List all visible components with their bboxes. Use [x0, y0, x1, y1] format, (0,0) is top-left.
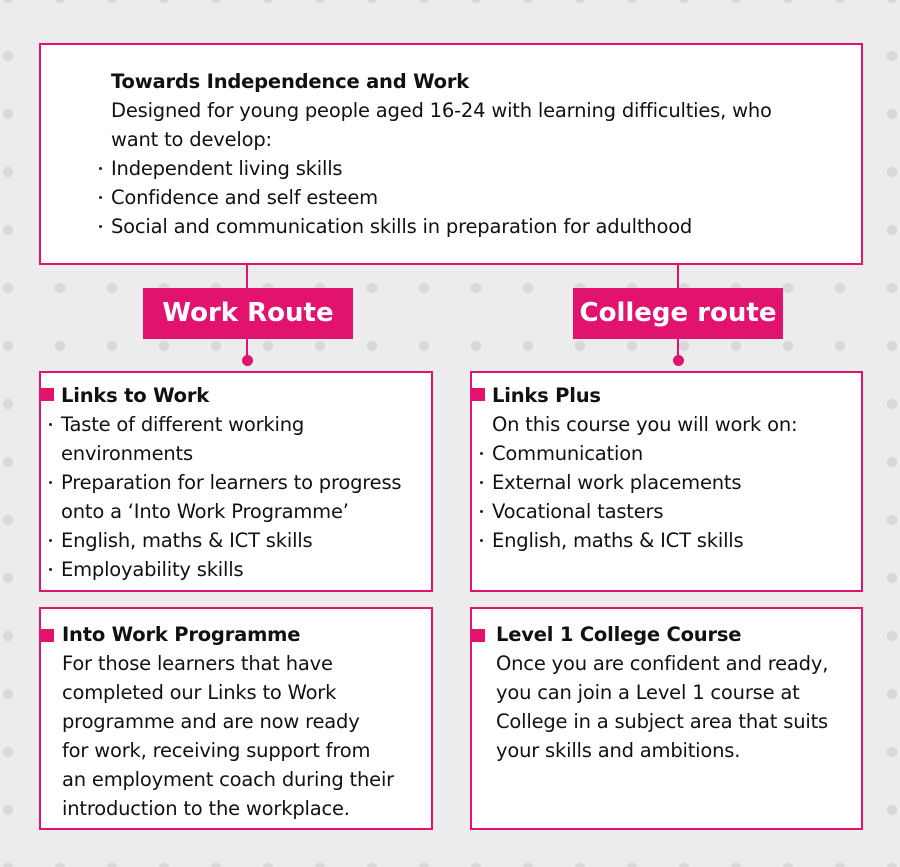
- intro-description-line: want to develop:: [111, 128, 272, 151]
- into-work-programme-text: introduction to the workplace.: [62, 797, 350, 820]
- links-to-work-bullet: Preparation for learners to progress: [61, 468, 401, 497]
- level-1-college-course-text: Once you are confident and ready,: [496, 652, 829, 675]
- bullet-dot-icon: [99, 225, 102, 228]
- bullet-dot-icon: [480, 481, 483, 484]
- intro-description-line: Designed for young people aged 16-24 with learning difficulties, who: [111, 99, 772, 122]
- intro-bullet: Confidence and self esteem: [111, 183, 772, 212]
- into-work-programme-text: programme and are now ready: [62, 710, 360, 733]
- level-1-college-course-text: College in a subject area that suits: [496, 710, 828, 733]
- level-1-college-course-text: your skills and ambitions.: [496, 739, 741, 762]
- links-plus-title: Links Plus: [492, 384, 601, 407]
- links-to-work-bullet-continuation: environments: [61, 442, 193, 465]
- links-plus-bullet: English, maths & ICT skills: [492, 526, 797, 555]
- college-route-badge: College route: [573, 288, 783, 339]
- intro-bullet: Independent living skills: [111, 154, 772, 183]
- links-plus-bullet: Communication: [492, 439, 797, 468]
- into-work-programme-text: for work, receiving support from: [62, 739, 371, 762]
- links-to-work-bullet-continuation: onto a ‘Into Work Programme’: [61, 500, 349, 523]
- bullet-dot-icon: [480, 452, 483, 455]
- level-1-college-course-box: [470, 607, 863, 830]
- connector-knob-icon: [242, 355, 253, 366]
- bullet-dot-icon: [49, 423, 52, 426]
- links-to-work-bullet: Employability skills: [61, 555, 401, 584]
- into-work-programme-box: [39, 607, 433, 830]
- bullet-dot-icon: [99, 196, 102, 199]
- links-to-work-bullet: English, maths & ICT skills: [61, 526, 401, 555]
- bullet-dot-icon: [480, 510, 483, 513]
- section-marker-icon: [472, 629, 485, 642]
- bullet-dot-icon: [99, 167, 102, 170]
- level-1-college-course-text: you can join a Level 1 course at: [496, 681, 800, 704]
- connector-line-work-top: [246, 264, 248, 289]
- section-marker-icon: [472, 388, 485, 401]
- into-work-programme-text: an employment coach during their: [62, 768, 394, 791]
- intro-bullet: Social and communication skills in preparation for adulthood: [111, 212, 772, 241]
- connector-line-college-top: [677, 264, 679, 289]
- bullet-dot-icon: [49, 481, 52, 484]
- links-plus-bullet: Vocational tasters: [492, 497, 797, 526]
- into-work-programme-title: Into Work Programme: [62, 623, 301, 646]
- links-plus-intro: On this course you will work on:: [492, 413, 798, 436]
- links-plus-bullet: External work placements: [492, 468, 797, 497]
- bullet-dot-icon: [49, 539, 52, 542]
- bullet-dot-icon: [49, 568, 52, 571]
- level-1-college-course-title: Level 1 College Course: [496, 623, 742, 646]
- links-plus-box: [470, 371, 863, 592]
- intro-title: Towards Independence and Work: [111, 70, 470, 93]
- bullet-dot-icon: [480, 539, 483, 542]
- links-to-work-title: Links to Work: [61, 384, 210, 407]
- work-route-badge: Work Route: [143, 288, 353, 339]
- into-work-programme-text: completed our Links to Work: [62, 681, 337, 704]
- section-marker-icon: [41, 388, 54, 401]
- links-to-work-bullet: Taste of different working: [61, 410, 401, 439]
- into-work-programme-text: For those learners that have: [62, 652, 333, 675]
- links-to-work-box: [39, 371, 433, 592]
- section-marker-icon: [41, 629, 54, 642]
- connector-knob-icon: [673, 355, 684, 366]
- intro-box: [39, 43, 863, 265]
